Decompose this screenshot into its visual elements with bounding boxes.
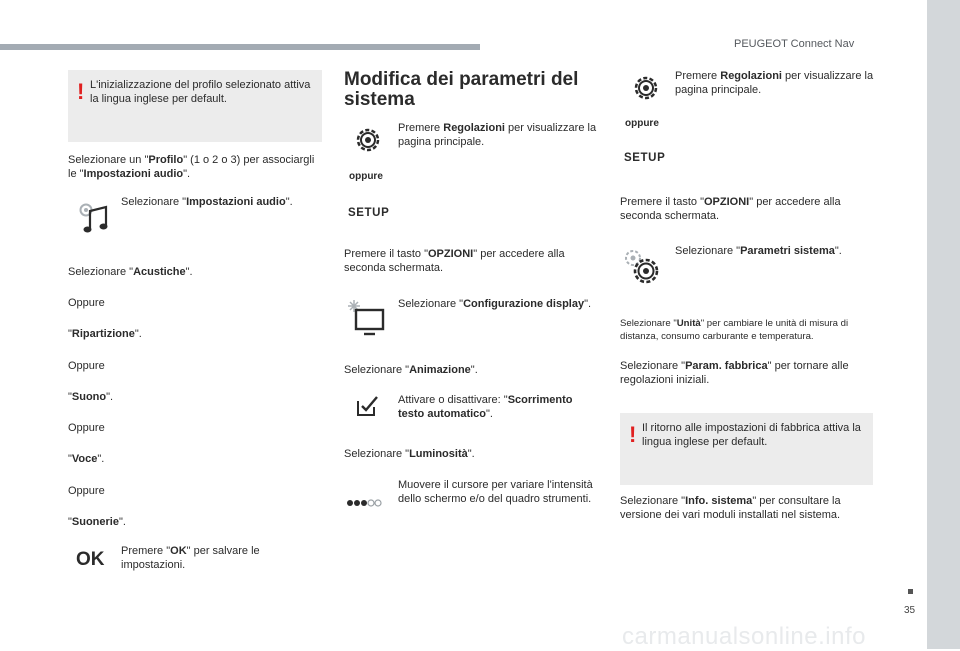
page-number: 35 <box>904 605 916 616</box>
voce-line: "Voce". <box>68 453 105 465</box>
cursor-instruction: Muovere il cursore per variare l'intensità dello schermo e/o del quadro strumenti. <box>398 479 593 505</box>
note-text-2: Il ritorno alle impostazioni di fabbrica attiva la lingua inglese per default. <box>642 422 861 448</box>
animazione-line: Selezionare "Animazione". <box>344 364 478 376</box>
suonerie-line: "Suonerie". <box>68 516 126 528</box>
oppure-1: Oppure <box>68 297 105 309</box>
slider-dots-icon <box>346 497 382 509</box>
note-text: L'inizializzazione del profilo selezionato attiva la lingua inglese per default. <box>90 79 311 105</box>
end-marker <box>908 589 913 594</box>
unita-instruction: Selezionare "Unità" per cambiare le unità di misura di distanza, consumo carburante e temperatura. <box>620 318 849 342</box>
monitor-icon <box>346 298 386 338</box>
gear-icon <box>630 72 662 104</box>
note-box-2 <box>620 413 873 485</box>
scroll-toggle: Attivare o disattivare: "Scorrimento testo automatico". <box>398 394 573 420</box>
ok-instruction: Premere "OK" per salvare le impostazioni. <box>121 545 260 571</box>
watermark: carmanualsonline.info <box>622 623 866 650</box>
setup-button-label-2: SETUP <box>624 152 666 164</box>
setup-button-label: SETUP <box>348 207 390 219</box>
note-box <box>68 70 322 142</box>
parametri-sistema: Selezionare "Parametri sistema". <box>675 245 842 257</box>
info-instruction: Selezionare "Info. sistema" per consultare la versione dei vari moduli installati nel sistema. <box>620 495 841 521</box>
exclamation-icon: ! <box>77 79 85 104</box>
header-rule <box>0 44 480 50</box>
press-settings: Premere Regolazioni per visualizzare la pagina principale. <box>398 122 597 148</box>
oppure-label: oppure <box>349 171 383 182</box>
config-display: Selezionare "Configurazione display". <box>398 298 592 310</box>
double-gear-icon <box>622 247 662 287</box>
gear-icon <box>352 124 384 156</box>
ok-icon: OK <box>76 549 105 570</box>
checkbox-icon <box>355 394 381 418</box>
section-title: Modifica dei parametri del sistema <box>344 69 579 110</box>
oppure-2: Oppure <box>68 360 105 372</box>
ripartizione-line: "Ripartizione". <box>68 328 142 340</box>
fabbrica-instruction: Selezionare "Param. fabbrica" per tornare alle regolazioni iniziali. <box>620 360 849 386</box>
acustiche-line: Selezionare "Acustiche". <box>68 266 193 278</box>
press-settings-2: Premere Regolazioni per visualizzare la pagina principale. <box>675 70 874 96</box>
oppure-3: Oppure <box>68 422 105 434</box>
opzioni-instruction: Premere il tasto "OPZIONI" per accedere alla seconda schermata. <box>344 248 565 274</box>
opzioni-instruction-2: Premere il tasto "OPZIONI" per accedere alla seconda schermata. <box>620 196 841 222</box>
luminosita-line: Selezionare "Luminosità". <box>344 448 475 460</box>
oppure-4: Oppure <box>68 485 105 497</box>
music-note-icon <box>76 199 112 237</box>
profile-instruction: Selezionare un "Profilo" (1 o 2 o 3) per associargli le "Impostazioni audio". <box>68 154 315 180</box>
suono-line: "Suono". <box>68 391 114 403</box>
brand-header: PEUGEOT Connect Nav <box>734 38 855 50</box>
page-edge-band <box>927 0 960 649</box>
exclamation-icon: ! <box>629 422 637 447</box>
step-audio: Selezionare "Impostazioni audio". <box>121 196 293 208</box>
oppure-label-2: oppure <box>625 118 659 129</box>
